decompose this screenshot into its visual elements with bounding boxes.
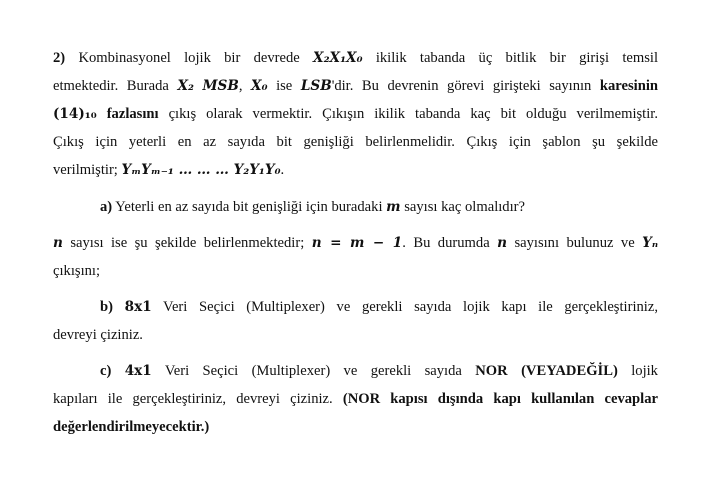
part-c bbox=[100, 361, 658, 381]
q2-text: ise bbox=[276, 78, 293, 94]
part-c-line-2 bbox=[53, 389, 658, 409]
part-b-text: Veri Seçici (Multiplexer) ve gerekli sayıda lojik kapı ile gerçekleştiriniz, bbox=[163, 299, 658, 315]
part-a bbox=[100, 197, 525, 217]
m-variable: m bbox=[386, 199, 401, 215]
n-text: sayısını bulunuz ve bbox=[514, 235, 635, 251]
q2-line-5 bbox=[53, 160, 284, 180]
n-definition-line-2 bbox=[53, 261, 100, 281]
n-variable: n bbox=[497, 235, 507, 251]
yn-output: Yₙ bbox=[642, 235, 659, 251]
msb-variable: X₂ bbox=[177, 78, 194, 94]
input-variable: X₂X₁X₀ bbox=[313, 50, 363, 66]
n-equation: n = m − 1 bbox=[311, 235, 403, 251]
part-b-line-2 bbox=[53, 325, 143, 345]
part-b bbox=[100, 297, 658, 317]
mux-size-8x1: 8x1 bbox=[124, 299, 152, 315]
q2-text: . bbox=[280, 162, 285, 178]
part-c-text: kapıları ile gerçekleştiriniz, devreyi çiziniz. bbox=[53, 391, 333, 407]
q2-line-1 bbox=[53, 48, 658, 68]
lsb-label: LSB bbox=[300, 78, 332, 94]
part-b-text: devreyi çiziniz. bbox=[53, 327, 143, 343]
q2-text: etmektedir. Burada bbox=[53, 78, 169, 94]
n-variable: n bbox=[53, 235, 63, 251]
q2-line-3 bbox=[53, 104, 658, 124]
decimal-constant: (14)₁₀ bbox=[53, 106, 97, 122]
msb-label: MSB bbox=[202, 78, 239, 94]
nor-gate-label: NOR (VEYADEĞİL) bbox=[475, 363, 618, 379]
part-b-label: b) bbox=[100, 299, 113, 315]
part-c-text: lojik bbox=[631, 363, 658, 379]
part-a-text: Yeterli en az sayıda bit genişliği için buradaki bbox=[115, 199, 383, 215]
part-a-text: sayısı kaç olmalıdır? bbox=[404, 199, 525, 215]
q2-text: verilmiştir; bbox=[53, 162, 118, 178]
n-text: . Bu durumda bbox=[402, 235, 490, 251]
n-definition-line bbox=[53, 233, 658, 253]
mux-size-4x1: 4x1 bbox=[124, 363, 152, 379]
part-c-warning: (NOR kapısı dışında kapı kullanılan cevaplar bbox=[342, 391, 658, 407]
question-number: 2) bbox=[53, 50, 66, 66]
part-c-text: Veri Seçici (Multiplexer) ve gerekli sayıda bbox=[164, 363, 462, 379]
n-text: sayısı ise şu şekilde belirlenmektedir; bbox=[70, 235, 305, 251]
part-a-label: a) bbox=[100, 199, 113, 215]
part-c-label: c) bbox=[100, 363, 112, 379]
lsb-variable: X₀ bbox=[251, 78, 268, 94]
q2-text: 'dir. Bu devrenin görevi girişteki sayının bbox=[331, 78, 592, 94]
n-text: çıkışını; bbox=[53, 263, 101, 279]
q2-text: çıkış olarak vermektir. Çıkışın ikilik tabanda kaç bit olduğu verilmemiştir. bbox=[168, 106, 658, 122]
output-template: YₘYₘ₋₁ … … … Y₂Y₁Y₀ bbox=[121, 162, 281, 178]
part-c-line-3 bbox=[53, 417, 209, 437]
emphasis-fazlasini: fazlasını bbox=[106, 106, 159, 122]
part-c-warning: değerlendirilmeyecektir.) bbox=[53, 419, 210, 435]
q2-line-2: etmektedir. Burada X₂ MSB, X₀ ise LSB'dir. Bu devrenin görevi girişteki sayının karesinin bbox=[53, 78, 659, 94]
q2-text: ikilik tabanda üç bitlik bir girişi temsil bbox=[375, 50, 659, 66]
emphasis-karesinin: karesinin bbox=[599, 78, 659, 94]
q2-text: Çıkış için yeterli en az sayıda bit genişliği belirlenmelidir. Çıkış için şablon şu şekilde bbox=[53, 134, 658, 150]
q2-text: Kombinasyonel lojik bir devrede bbox=[78, 50, 300, 66]
q2-line-4 bbox=[53, 132, 658, 152]
